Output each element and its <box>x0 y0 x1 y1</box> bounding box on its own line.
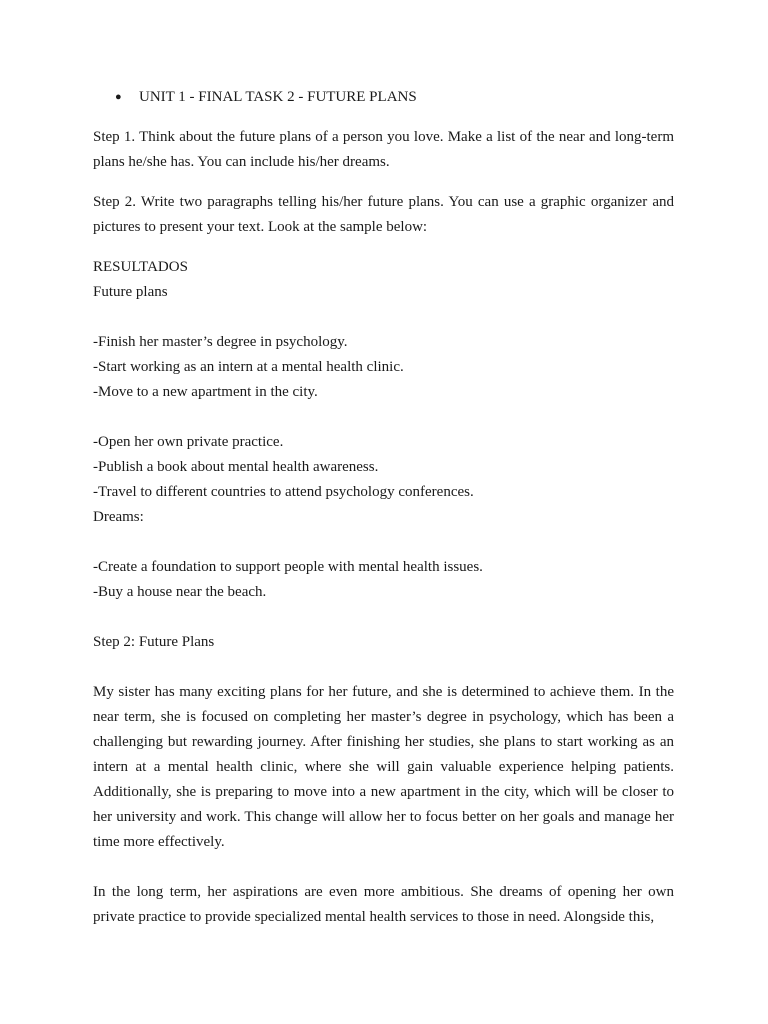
document-body <box>93 85 674 930</box>
dream-item: -Create a foundation to support people with mental health issues. <box>93 559 483 575</box>
near-term-item: -Move to a new apartment in the city. <box>93 384 318 400</box>
long-term-item: -Publish a book about mental health awareness. <box>93 459 379 475</box>
step1-instruction: Step 1. Think about the future plans of a person you love. Make a list of the near and long-term plans he/she has. You can include his/her dreams. <box>93 129 674 170</box>
bullet-icon: ● <box>115 91 122 103</box>
results-title: RESULTADOS <box>93 259 188 275</box>
dreams-title: Dreams: <box>93 509 144 525</box>
unit-heading-text: UNIT 1 - FINAL TASK 2 - FUTURE PLANS <box>139 89 417 105</box>
paragraph-long-term: In the long term, her aspirations are even more ambitious. She dreams of opening her own private practice to provide specialized mental health services to those in need. Alongside this, <box>93 884 674 925</box>
long-term-item: -Open her own private practice. <box>93 434 284 450</box>
step2-section-title: Step 2: Future Plans <box>93 634 215 650</box>
step2-instruction: Step 2. Write two paragraphs telling his/her future plans. You can use a graphic organizer and pictures to present your text. Look at the sample below: <box>93 194 674 235</box>
near-term-item: -Finish her master’s degree in psychology. <box>93 334 348 350</box>
dream-item: -Buy a house near the beach. <box>93 584 267 600</box>
future-plans-title: Future plans <box>93 284 168 300</box>
unit-heading <box>93 85 674 110</box>
paragraph-near-term: My sister has many exciting plans for her future, and she is determined to achieve them. In the near term, she is focused on completing her master’s degree in psychology, which has been a challenging but rewarding journey. After finishing her studies, she plans to start working as an intern at a mental health clinic, where she will gain valuable experience helping patients. Additionally, she is preparing to move into a new apartment in the city, which will be closer to her university and work. This change will allow her to focus better on her goals and manage her time more effectively. <box>93 684 674 850</box>
near-term-item: -Start working as an intern at a mental health clinic. <box>93 359 404 375</box>
long-term-item: -Travel to different countries to attend psychology conferences. <box>93 484 474 500</box>
